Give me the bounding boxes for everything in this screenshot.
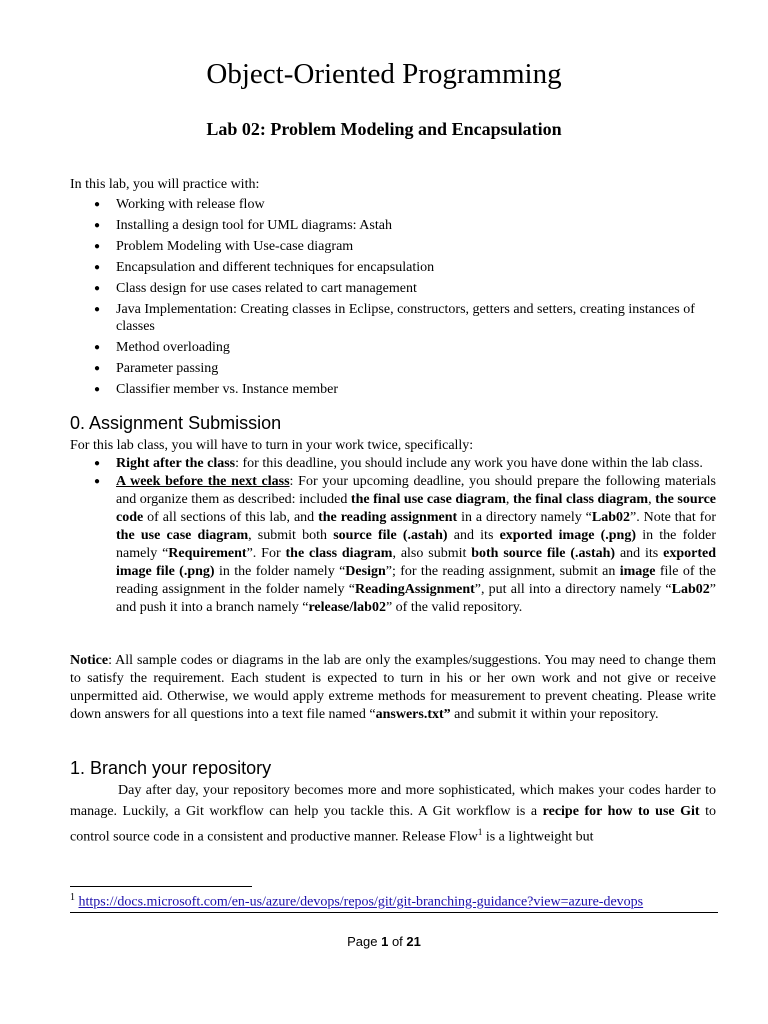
text-run: ” and push it into a branch namely “ [116, 582, 716, 615]
submission-list [70, 455, 716, 617]
text-run: ” of the valid repository. [385, 600, 523, 615]
text-run: in the folder namely “ [116, 528, 717, 561]
bold-run: recipe for how to use Git [542, 804, 700, 819]
submission-lead: For this lab class, you will have to turn in your work twice, specifically: [70, 438, 474, 453]
lab-subtitle: Lab 02: Problem Modeling and Encapsulation [206, 119, 562, 139]
text-run: is a lightweight but [482, 829, 594, 845]
text-run: , submit both [248, 528, 334, 543]
text-run: ”. For [246, 546, 286, 561]
bold-run: the final class diagram [512, 492, 649, 507]
bold-run: exported image file (.png) [116, 546, 717, 579]
bold-run: release/lab02 [308, 600, 386, 615]
list-item [70, 473, 716, 617]
text-run: in the folder namely “ [214, 564, 346, 579]
notice-label: Notice [70, 653, 109, 668]
practice-list [70, 196, 716, 402]
list-item: ● Method overloading [70, 339, 716, 356]
text-run: : For your upcoming deadline, you should prepare the following materials and organize them as described: included [116, 474, 717, 507]
footnote-marker: 1 [70, 892, 75, 903]
text-run: , [505, 492, 513, 507]
page-total: 21 [406, 934, 421, 949]
text-run: ”. Note that for [629, 510, 717, 525]
notice-text: : All sample codes or diagrams in the lab are only the examples/suggestions. You may need to change them to satisfy the requirement. Each student is expected to turn in his or her own work and not give or receive unpermitted aid. Otherwise, we would apply extreme methods for measurement to prevent cheating. Please write down answers for all questions into a text file named “ [70, 653, 716, 722]
text-run: , also submit [392, 546, 472, 561]
list-item: ● Java Implementation: Creating classes in Eclipse, constructors, getters and setters, creating instances of classes [70, 301, 716, 335]
notice-paragraph [70, 652, 716, 724]
answers-file-name: answers.txt” [375, 707, 451, 722]
bold-run: Lab02 [591, 510, 630, 525]
list-item: ● Encapsulation and different techniques for encapsulation [70, 259, 716, 276]
document-title: Object-Oriented Programming [206, 58, 562, 90]
intro-text: In this lab, you will practice with: [70, 177, 260, 192]
bold-run: ReadingAssignment [354, 582, 475, 597]
text-run: file of the reading assignment in the folder namely “ [116, 564, 717, 597]
footnote-divider [70, 886, 252, 887]
list-item: ● Problem Modeling with Use-case diagram [70, 238, 716, 255]
list-item: ● Installing a design tool for UML diagrams: Astah [70, 217, 716, 234]
page-number [0, 934, 768, 949]
deadline-text: : for this deadline, you should include any work you have done within the lab class. [235, 456, 703, 471]
text-run: , [648, 492, 656, 507]
text-run: in a directory namely “ [457, 510, 592, 525]
list-item: ● Parameter passing [70, 360, 716, 377]
bold-run: exported image (.png) [499, 528, 637, 543]
deadline-label: A week before the next class [116, 474, 290, 489]
list-item: ● Working with release flow [70, 196, 716, 213]
footnote [70, 892, 643, 911]
text-run: and its [447, 528, 500, 543]
section-heading-branch: 1. Branch your repository [70, 758, 272, 778]
bold-run: the reading assignment [318, 510, 458, 525]
bold-run: Design [345, 564, 386, 579]
section-heading-submission: 0. Assignment Submission [70, 413, 282, 433]
bold-run: both source file (.astah) [471, 546, 616, 561]
branch-paragraph [70, 780, 716, 848]
bold-run: the class diagram [285, 546, 393, 561]
text-run: of all sections of this lab, and [143, 510, 319, 525]
page-current: 1 [381, 934, 389, 949]
bold-run: Requirement [168, 546, 247, 561]
text-run: and its [615, 546, 664, 561]
list-item: ● Class design for use cases related to cart management [70, 280, 716, 297]
bold-run: the use case diagram [116, 528, 249, 543]
list-item: ● Classifier member vs. Instance member [70, 381, 716, 398]
footnote-ref[interactable]: 1 [477, 827, 483, 837]
text-run: ”, put all into a directory namely “ [474, 582, 672, 597]
text-run: to control source code in a consistent and productive manner. Release Flow [70, 804, 717, 845]
notice-end: and submit it within your repository. [450, 707, 659, 722]
text-run: Day after day, your repository becomes more and more sophisticated, which makes your codes harder to manage. Luckily, a Git workflow can help you tackle this. A Git workflow is a [70, 783, 716, 819]
deadline-label: Right after the class [116, 456, 236, 471]
bold-run: source file (.astah) [333, 528, 448, 543]
page-of: of [388, 934, 407, 949]
footnote-link[interactable]: https://docs.microsoft.com/en-us/azure/devops/repos/git/git-branching-guidance?view=azure-devops [78, 894, 644, 910]
list-item [70, 455, 716, 473]
bold-run: the final use case diagram [350, 492, 506, 507]
bold-run: image [619, 564, 656, 579]
text-run: ”; for the reading assignment, submit an [385, 564, 620, 579]
page-prefix: Page [347, 934, 382, 949]
footer-divider [70, 912, 718, 913]
bold-run: Lab02 [671, 582, 710, 597]
bold-run: the source code [116, 492, 716, 525]
